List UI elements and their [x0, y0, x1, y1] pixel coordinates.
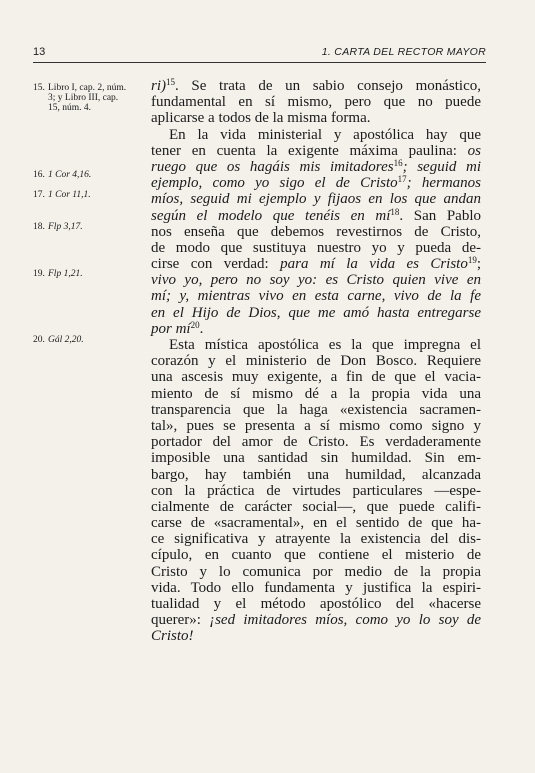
text-line: tualidad y el método apostólico del «hacerse: [151, 596, 481, 612]
text-run: vivo yo, pero no soy yo: es Cristo quien vive en: [151, 272, 481, 289]
text-line: una ascesis muy exigente, a fin de que el vacia-: [151, 369, 481, 386]
text-line: [151, 143, 481, 159]
footnote-number: 15.: [33, 83, 45, 93]
text-run: tener en cuenta la exigente máxima paulina:: [151, 142, 457, 159]
footnote-16: [33, 170, 143, 180]
footnote-ref: 16: [393, 157, 403, 168]
text-line: aplicarse a todos de la misma forma.: [151, 110, 371, 127]
text-line: [151, 288, 481, 304]
text-run: mí; y, mientras vivo en esta carne, vivo de la fe: [151, 288, 481, 305]
text-line: [151, 272, 481, 288]
footnote-number: 18.: [33, 222, 45, 232]
text-run: . San Pablo: [399, 207, 482, 224]
text-line: [151, 256, 481, 272]
text-run: querer»:: [151, 612, 201, 629]
text-line: carse de «sacramental», en el sentido de que ha-: [151, 515, 481, 532]
text-run: os: [467, 142, 482, 159]
footnote-ref: 18: [390, 206, 400, 217]
running-header: [33, 46, 486, 63]
text-run: para mí la vida es Cristo: [280, 256, 468, 273]
text-line: portador del amor de Cristo. Es verdaderamente: [151, 434, 481, 451]
text-run: ruego que os hagáis mis imitadores: [151, 158, 394, 175]
text-line: bargo, hay también una humildad, alcanzada: [151, 466, 481, 483]
text-line: vida. Todo ello fundamenta y justifica la espiri-: [151, 579, 481, 596]
text-run: ;: [476, 256, 482, 273]
text-line: transparencia que la haga «existencia sacramen-: [151, 401, 481, 418]
text-line: fundamental en sí mismo, pero que no puede: [151, 94, 481, 111]
text-line: [151, 305, 481, 321]
footnote-number: 20.: [33, 335, 45, 345]
text-run: ; seguid mi: [402, 158, 481, 175]
text-line: [151, 208, 481, 224]
footnote-17: [33, 190, 143, 200]
footnote-number: 19.: [33, 269, 45, 279]
footnote-text: Flp 3,17.: [48, 222, 83, 232]
text-line: [151, 159, 481, 175]
text-run: . Se trata de un sabio consejo monástico,: [175, 78, 481, 94]
text-run: por mí: [151, 320, 191, 337]
text-line: miento de sí mismo dé a la propia vida una: [151, 385, 481, 402]
footnote-text: 15, núm. 4.: [48, 103, 92, 113]
footnote-ref: 20: [190, 319, 200, 330]
text-line: [151, 78, 481, 94]
footnote-20: [33, 335, 143, 345]
footnote-text: Libro I, cap. 2, núm.: [48, 83, 127, 93]
footnote-number: 17.: [33, 190, 45, 200]
text-run: .: [199, 320, 204, 337]
footnote-number: 16.: [33, 170, 45, 180]
text-line: imposible una santidad sin humildad. Sin em-: [151, 450, 481, 467]
text-line: corazón y el ministerio de Don Bosco. Requiere: [151, 353, 481, 370]
footnote-ref: 19: [467, 255, 477, 266]
text-run: cirse con verdad:: [151, 256, 269, 273]
footnote-18: [33, 222, 143, 232]
text-line: de modo que sustituya nuestro yo y pueda de-: [151, 239, 481, 256]
text-run: míos, seguid mi ejemplo y fijaos en los que andan: [151, 191, 481, 208]
text-line: [151, 612, 481, 628]
footnote-text: 1 Cor 11,1.: [48, 190, 91, 200]
text-line: [151, 628, 481, 644]
text-line: cípulo, en cuanto que contiene el misterio de: [151, 547, 481, 564]
text-line: [151, 191, 481, 207]
text-line: ce significativa y atrayente la existencia del dis-: [151, 531, 481, 548]
text-line: [151, 175, 481, 191]
text-run: en el Hijo de Dios, que me amó hasta entregarse: [151, 304, 481, 321]
running-title: 1. CARTA DEL RECTOR MAYOR: [321, 46, 486, 58]
text-line: cialmente de carácter social—, que puede califi-: [151, 498, 481, 515]
footnote-text: Gál 2,20.: [48, 335, 84, 345]
text-line: [151, 321, 481, 337]
text-line: con la práctica de virtudes particulares —espe-: [151, 482, 481, 499]
page-number: 13: [33, 46, 46, 58]
main-text: [151, 78, 481, 645]
text-run: Cristo!: [151, 628, 194, 645]
text-run: ri): [151, 78, 166, 94]
text-line: tal», pues se presenta a sí mismo como signo y: [151, 417, 481, 434]
text-line: En la vida ministerial y apostólica hay que: [169, 126, 481, 143]
text-line: nos enseña que debemos revestirnos de Cristo,: [151, 223, 481, 240]
footnote-ref: 17: [397, 174, 407, 185]
text-run: ¡sed imitadores míos, como yo lo soy de: [209, 612, 482, 629]
footnote-19: [33, 269, 143, 279]
text-line: Esta mística apostólica es la que impregna el: [169, 337, 481, 353]
footnote-ref: 15: [166, 77, 175, 87]
footnote-15: [33, 83, 143, 113]
text-run: según el modelo que tenéis en mí: [151, 207, 391, 224]
footnote-text: 3; y Libro III, cap.: [48, 93, 119, 103]
text-run: ejemplo, como yo sigo el de Cristo: [151, 175, 398, 192]
footnote-text: Flp 1,21.: [48, 269, 83, 279]
text-run: ; hermanos: [406, 175, 481, 192]
text-line: Cristo y lo comunica por medio de la propia: [151, 563, 481, 580]
footnote-text: 1 Cor 4,16.: [48, 170, 92, 180]
